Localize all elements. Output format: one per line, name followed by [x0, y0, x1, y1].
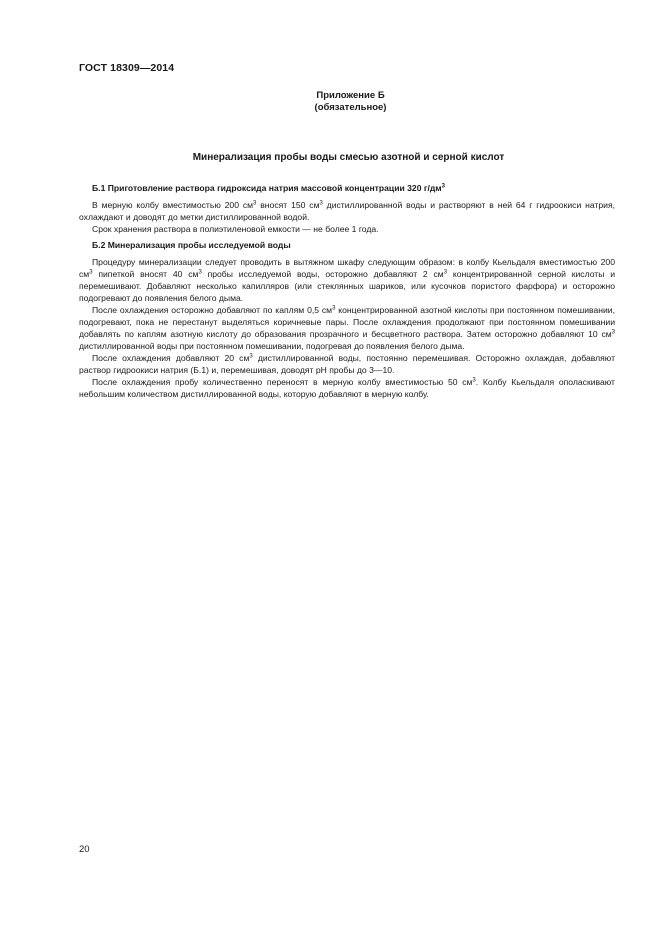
text-run: дистиллированной воды и растворяют в ней 64 г гидроокиси натрия, охлаждают и доводят до метки дистиллированной водой.: [79, 200, 615, 222]
superscript: 3: [611, 329, 615, 336]
text-run: концентрированной серной кислоты и перемешивают. Добавляют несколько капилляров (или стеклянных шариков, или кусочков пористого фарфора) и осторожно подогревают до появления белого дыма.: [79, 269, 616, 303]
text-run: . Колбу Кьельдаля ополаскивают небольшим количеством дистиллированной воды, которую добавляют в мерную колбу.: [79, 377, 615, 399]
paragraph: Срок хранения раствора в полиэтиленовой емкости — не более 1 года.: [92, 224, 379, 234]
paragraph: [79, 199, 615, 223]
superscript: 3: [253, 200, 257, 207]
superscript: 3: [198, 269, 202, 276]
superscript: 3: [472, 377, 476, 384]
section-heading-text: Б.1 Приготовление раствора гидроксида натрия массовой концентрации 320 г/дм: [92, 183, 442, 193]
superscript: 3: [443, 269, 448, 276]
superscript: 3: [441, 183, 446, 190]
text-run: дистиллированной воды, постоянно перемешивая. Осторожно охлаждая, добавляют раствор гидроокиси натрия (Б.1) и, перемешивая, доводят pH пробы до 3—10.: [79, 353, 615, 375]
appendix-body: [79, 182, 615, 400]
superscript: 3: [319, 200, 323, 207]
paragraph: [79, 304, 615, 352]
text-run: В мерную колбу вместимостью 200 см: [92, 200, 254, 210]
standard-designation: ГОСТ 18309—2014: [79, 62, 175, 74]
page-number: 20: [79, 844, 90, 855]
text-run: дистиллированной воды при постоянном помешивании, подогревая до появления белого дыма.: [79, 341, 465, 351]
text-run: вносят 150 см: [256, 200, 320, 210]
text-run: Процедуру минерализации следует проводить в вытяжном шкафу следующим образом: в колбу Кьельдаля вместимостью 200 см: [79, 257, 615, 279]
annex-title: Приложение Б: [316, 90, 385, 101]
text-run: После охлаждения пробу количественно переносят в мерную колбу вместимостью 50 см: [92, 377, 473, 387]
paragraph: [79, 256, 615, 304]
text-run: концентрированной азотной кислоты при постоянном помешивании, подогревают, пока не перестанут выделяться коричневые пары. После охлаждения продолжают при постоянном помешивании добавлять по каплям азотную кислоту до образования прозрачного и бесцветного раствора. Затем осторожно добавляют 10 см: [79, 305, 615, 339]
superscript: 3: [89, 269, 93, 276]
annex-status: (обязательное): [314, 102, 387, 113]
text-run: пробы исследуемой воды, осторожно добавляют 2 см: [201, 269, 444, 279]
text-run: После охлаждения добавляют 20 см: [92, 353, 250, 363]
text-run: пипеткой вносят 40 см: [92, 269, 199, 279]
paragraph: [79, 376, 615, 400]
text-run: После охлаждения осторожно добавляют по каплям 0,5 см: [92, 305, 333, 315]
superscript: 3: [332, 305, 336, 312]
section-heading-b2: Б.2 Минерализация пробы исследуемой воды: [92, 240, 291, 250]
appendix-main-title: Минерализация пробы воды смесью азотной и серной кислот: [192, 152, 505, 163]
superscript: 3: [249, 353, 253, 360]
paragraph: [79, 352, 615, 376]
section-heading-b1: [79, 182, 615, 194]
